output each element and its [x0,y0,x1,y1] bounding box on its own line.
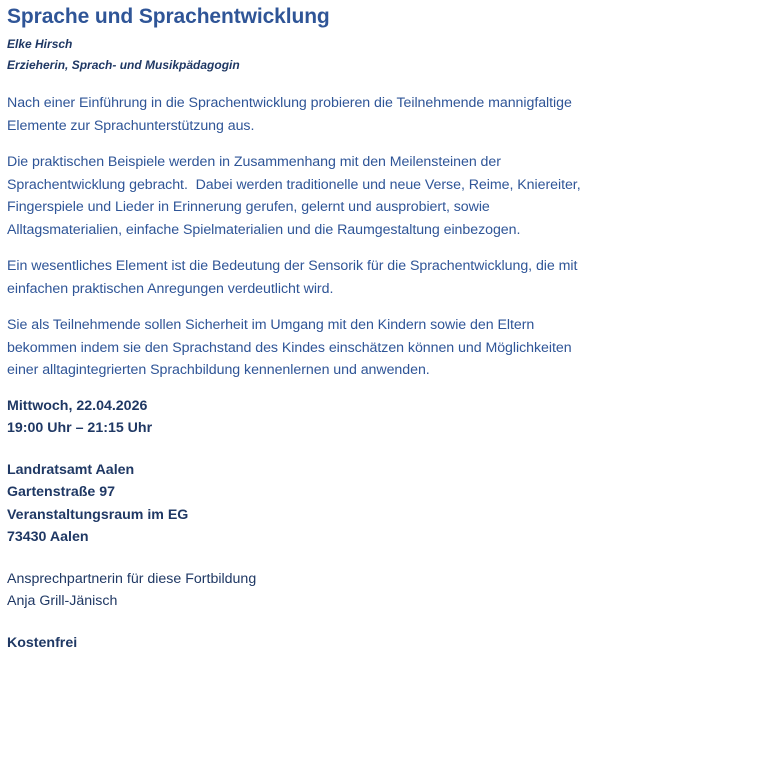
contact-name: Anja Grill-Jänisch [7,593,118,609]
paragraph-goals [7,314,757,382]
document-title: Sprache und Sprachentwicklung [7,5,330,28]
paragraph-line: Alltagsmaterialien, einfache Spielmaterialien und die Raumgestaltung einbezogen. [7,221,521,238]
location-street: Gartenstraße 97 [7,484,116,500]
paragraph-line: einfachen praktischen Anregungen verdeutlicht wird. [7,280,334,297]
event-day: Mittwoch, 22.04.2026 [7,397,148,414]
paragraph-line: bekommen indem sie den Sprachstand des Kindes einschätzen können und Möglichkeiten [7,339,572,356]
paragraph-line: Sie als Teilnehmende sollen Sicherheit im Umgang mit den Kindern sowie den Eltern [7,317,535,333]
contact-info [7,568,757,613]
location-name: Landratsamt Aalen [7,461,135,478]
cost-label: Kostenfrei [7,634,78,651]
paragraph-line: einer alltagintegrierten Sprachbildung kennenlernen und anwenden. [7,362,430,378]
author-name: Elke Hirsch [7,37,73,51]
contact-label: Ansprechpartnerin für diese Fortbildung [7,570,257,587]
location-room: Veranstaltungsraum im EG [7,506,189,523]
paragraph-examples [7,151,757,241]
paragraph-line: Fingerspiele und Lieder in Erinnerung gerufen, gelernt und ausprobiert, sowie [7,199,490,215]
paragraph-line: Elemente zur Sprachunterstützung aus. [7,117,255,134]
author-role: Erzieherin, Sprach- und Musikpädagogin [7,58,240,72]
paragraph-line: Ein wesentliches Element ist die Bedeutung der Sensorik für die Sprachentwicklung, die mit [7,258,578,274]
paragraph-intro [7,92,757,137]
paragraph-line: Sprachentwicklung gebracht. Dabei werden traditionelle und neue Verse, Reime, Kniereiter, [7,176,581,193]
event-date [7,395,757,440]
cost-info [7,632,757,655]
paragraph-sensorik [7,255,757,300]
event-location [7,459,757,549]
paragraph-line: Nach einer Einführung in die Sprachentwicklung probieren die Teilnehmende mannigfaltige [7,95,572,111]
location-city: 73430 Aalen [7,529,89,545]
paragraph-line: Die praktischen Beispiele werden in Zusammenhang mit den Meilensteinen der [7,154,501,170]
event-time: 19:00 Uhr – 21:15 Uhr [7,420,153,436]
document-page [7,0,757,654]
